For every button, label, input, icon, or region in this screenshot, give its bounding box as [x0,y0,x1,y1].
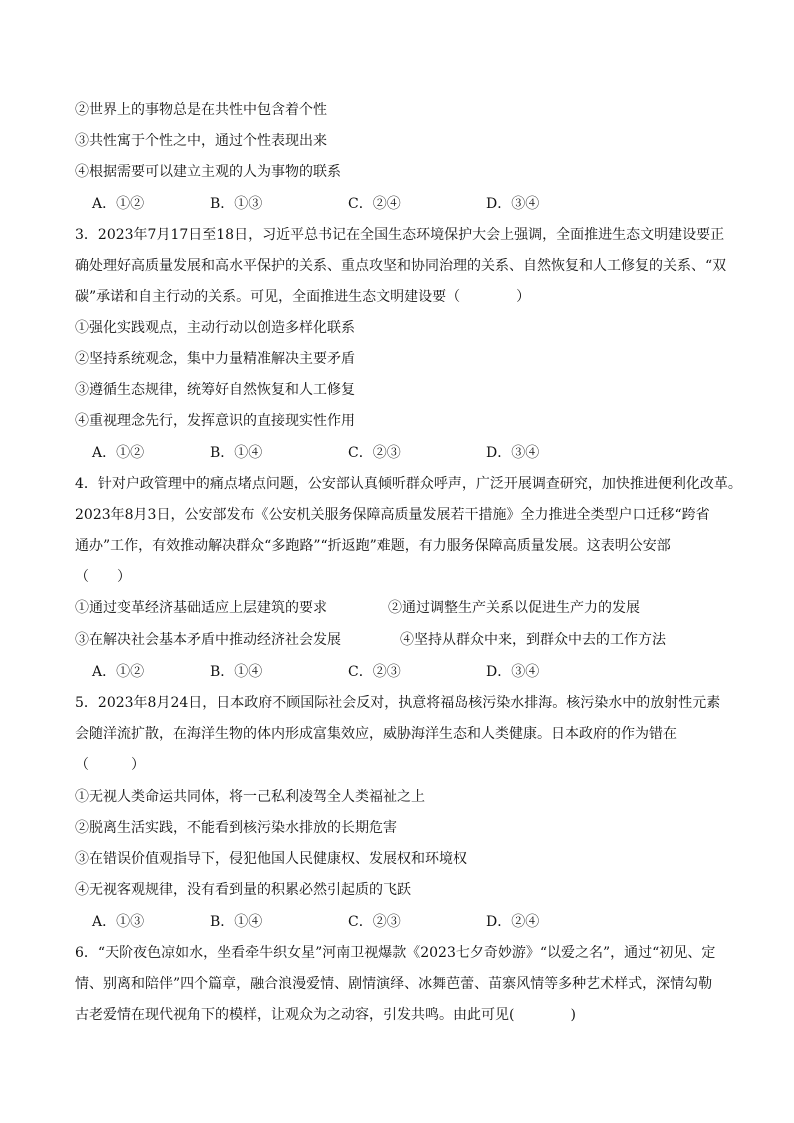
q3-option-c: C．②③ [348,445,401,461]
q5-option-b: B．①④ [210,914,263,930]
q5-item-1: ①无视人类命运共同体，将一己私利凌驾全人类福祉之上 [75,789,425,805]
q4-option-c: C．②③ [348,664,401,680]
q3-stem-line-2: 确处理好高质量发展和高水平保护的关系、重点攻坚和协同治理的关系、自然恢复和人工修复的关系、“双 [75,258,727,274]
q3-item-2: ②坚持系统观念，集中力量精准解决主要矛盾 [75,351,355,367]
q3-stem-line-1: 3．2023年7月17日至18日，习近平总书记在全国生态环境保护大会上强调，全面推进生态文明建设要正 [75,227,725,243]
q5-option-c: C．②③ [348,914,401,930]
q2-item-4: ④根据需要可以建立主观的人为事物的联系 [75,164,341,180]
q4-stem-line-4: （ ） [75,569,131,585]
q6-stem-line-2: 情、别离和陪伴”四个篇章，融合浪漫爱情、剧情演绎、冰舞芭蕾、苗寨风情等多种艺术样式，深情勾勒 [75,976,713,992]
q4-item-2: ②通过调整生产关系以促进生产力的发展 [388,600,640,616]
q3-option-b: B．①④ [210,445,263,461]
q2-item-3: ③共性寓于个性之中，通过个性表现出来 [75,133,327,149]
q5-stem-line-1: 5．2023年8月24日，日本政府不顾国际社会反对，执意将福岛核污染水排海。核污染水中的放射性元素 [75,695,721,711]
q4-items-row-2 [75,630,715,650]
q4-item-4: ④坚持从群众中来，到群众中去的工作方法 [400,632,666,648]
q4-item-1: ①通过变革经济基础适应上层建筑的要求 [75,600,327,616]
q4-option-b: B．①④ [210,664,263,680]
q5-stem-line-3: （ ） [75,757,145,773]
q5-item-4: ④无视客观规律，没有看到量的积累必然引起质的飞跃 [75,882,411,898]
q2-option-d: D．③④ [486,196,540,212]
q3-stem-line-3: 碳”承诺和自主行动的关系。可见，全面推进生态文明建设要（ ） [75,289,531,305]
q3-item-3: ③遵循生态规律，统筹好自然恢复和人工修复 [75,382,355,398]
q3-option-d: D．③④ [486,445,540,461]
q4-item-3: ③在解决社会基本矛盾中推动经济社会发展 [75,632,341,648]
q2-option-c: C．②④ [348,196,401,212]
q5-option-d: D．②④ [486,914,540,930]
q4-option-d: D．③④ [486,664,540,680]
q6-stem-line-1: 6．“天阶夜色凉如水，坐看牵牛织女星”河南卫视爆款《2023七夕奇妙游》“以爱之名”，通过“初见、定 [75,945,716,961]
q2-option-a: A．①② [92,196,145,212]
q4-option-a: A．①② [92,664,145,680]
q3-item-4: ④重视理念先行，发挥意识的直接现实性作用 [75,413,355,429]
q5-item-3: ③在错误价值观指导下，侵犯他国人民健康权、发展权和环境权 [75,851,467,867]
q3-option-a: A．①② [92,445,145,461]
q2-item-2: ②世界上的事物总是在共性中包含着个性 [75,102,327,118]
q4-items-row-1 [75,598,715,618]
q6-stem-line-3: 古老爱情在现代视角下的模样，让观众为之动容，引发共鸣。由此可见( ) [75,1007,576,1023]
q4-stem-line-1: 4．针对户政管理中的痛点堵点问题，公安部认真倾听群众呼声，广泛开展调查研究，加快推进便利化改革。 [75,476,742,492]
q5-item-2: ②脱离生活实践，不能看到核污染水排放的长期危害 [75,820,397,836]
q4-stem-line-2: 2023年8月3日，公安部发布《公安机关服务保障高质量发展若干措施》全力推进全类型户口迁移“跨省 [75,507,710,523]
q3-item-1: ①强化实践观点，主动行动以创造多样化联系 [75,320,355,336]
q5-option-a: A．①③ [92,914,145,930]
q5-stem-line-2: 会随洋流扩散，在海洋生物的体内形成富集效应，威胁海洋生态和人类健康。日本政府的作为错在 [75,726,677,742]
q2-option-b: B．①③ [210,196,263,212]
q4-stem-line-3: 通办”工作，有效推动解决群众“多跑路”“折返跑”难题，有力服务保障高质量发展。这表明公安部 [75,538,671,554]
